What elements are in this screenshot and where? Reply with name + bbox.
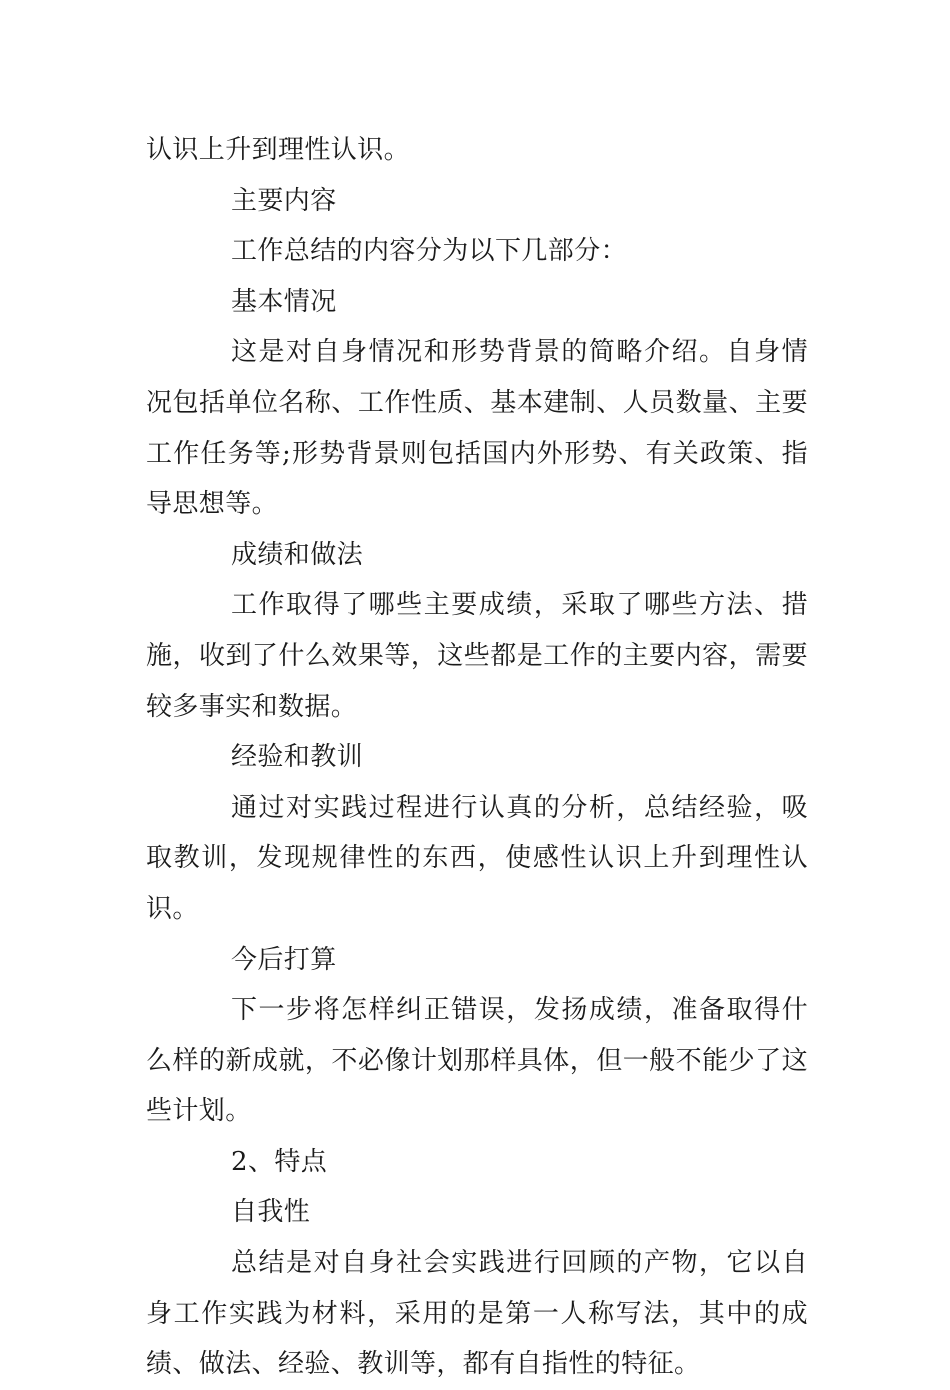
- heading-future-plans: 今后打算: [231, 944, 337, 975]
- heading-basic-situation: 基本情况: [231, 286, 337, 317]
- heading-self-reference: 自我性: [231, 1197, 311, 1228]
- paragraph-self-reference: 总结是对自身社会实践进行回顾的产物，它以自身工作实践为材料，采用的是第一人称写法，其中的成绩、做法、经验、教训等，都有自指性的特征。: [146, 1248, 808, 1380]
- paragraph-continuation: 认识上升到理性认识。: [146, 135, 411, 165]
- paragraph-basic-situation: 这是对自身情况和形势背景的简略介绍。自身情况包括单位名称、工作性质、基本建制、人员数量、主要工作任务等;形势背景则包括国内外形势、有关政策、指导思想等。: [146, 337, 808, 520]
- paragraph-achievements: 工作取得了哪些主要成绩，采取了哪些方法、措施，收到了什么效果等，这些都是工作的主要内容，需要较多事实和数据。: [146, 590, 808, 722]
- heading-features: 2、特点: [231, 1146, 328, 1177]
- heading-achievements: 成绩和做法: [231, 539, 364, 570]
- heading-main-content: 主要内容: [231, 185, 337, 216]
- paragraph-future-plans: 下一步将怎样纠正错误，发扬成绩，准备取得什么样的新成就，不必像计划那样具体，但一般不能少了这些计划。: [146, 995, 808, 1127]
- heading-lessons: 经验和教训: [231, 742, 364, 773]
- document-body: [146, 125, 808, 1390]
- paragraph-intro: 工作总结的内容分为以下几部分：: [231, 236, 628, 267]
- paragraph-lessons: 通过对实践过程进行认真的分析，总结经验，吸取教训，发现规律性的东西，使感性认识上升到理性认识。: [146, 792, 808, 924]
